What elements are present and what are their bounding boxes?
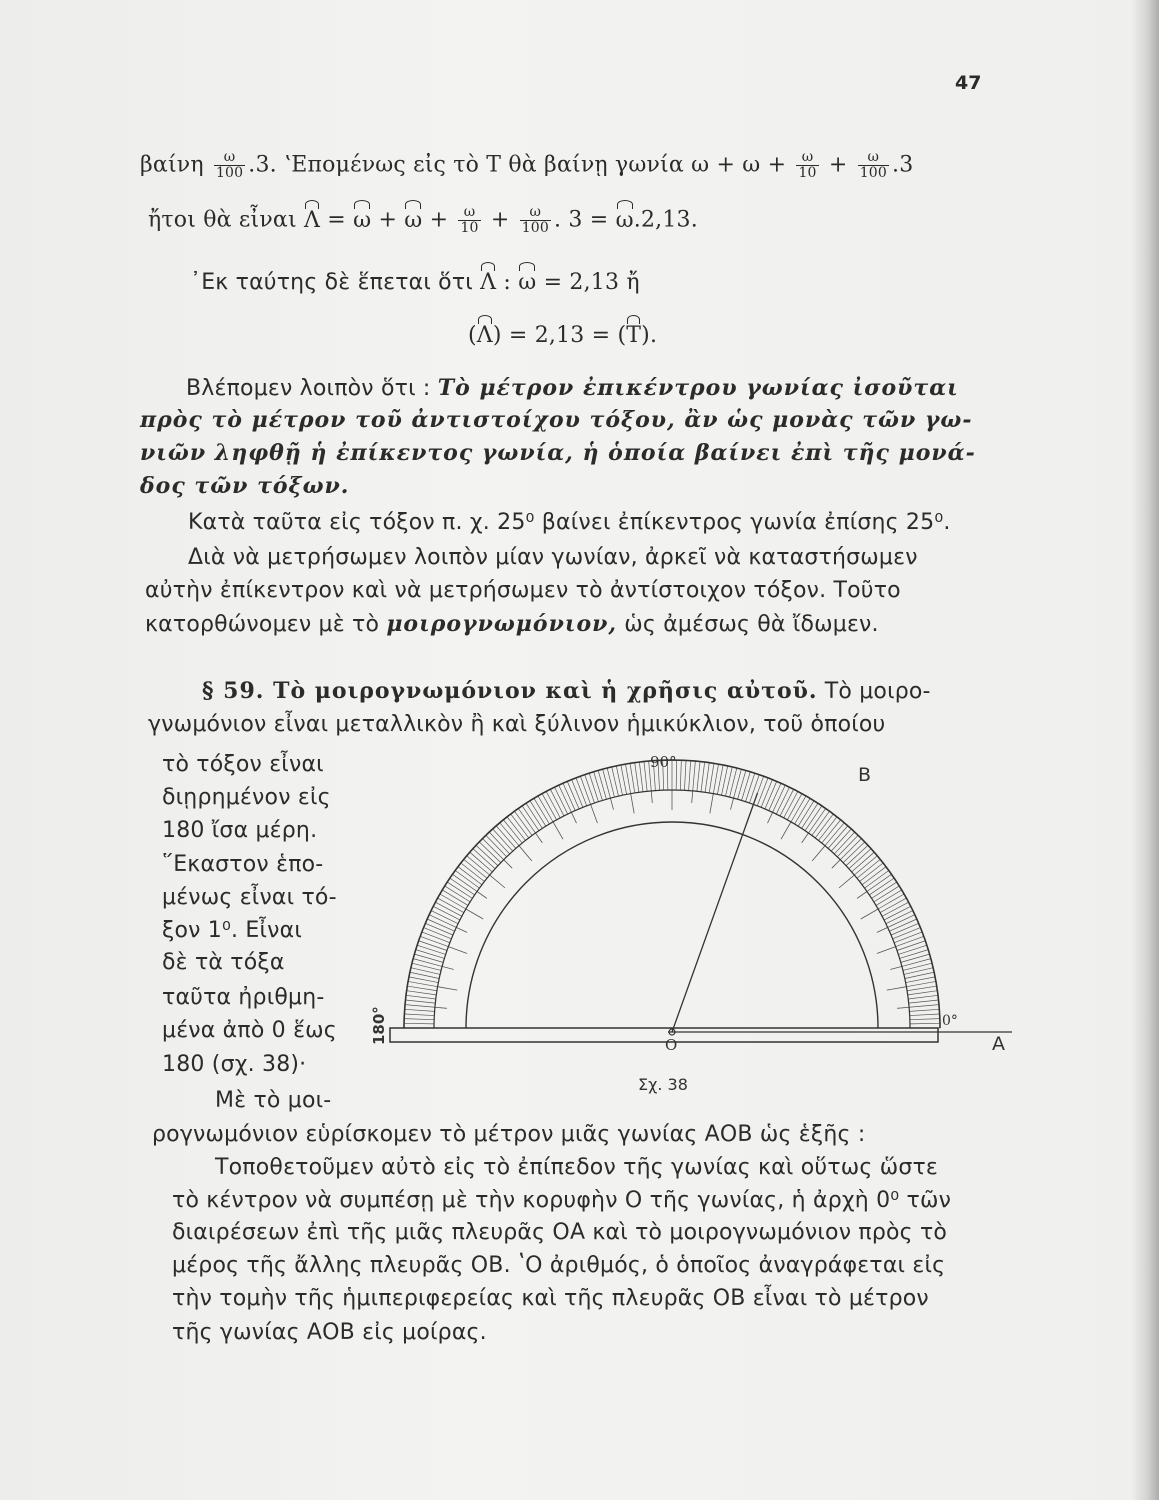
section-59-heading: § 59. Τὸ μοιρογνωμόνιον καὶ ἡ χρῆσις αὐτοῦ. Τὸ μοιρο-	[202, 678, 931, 704]
rim-hatch-line	[862, 867, 886, 885]
rim-hatch-line	[843, 842, 865, 863]
degree-tick	[781, 822, 791, 839]
rim-hatch-line	[828, 826, 848, 849]
rim-hatch-line	[909, 1009, 939, 1011]
degree-tick	[591, 804, 598, 823]
degree-tick	[571, 812, 576, 823]
rim-hatch-line	[404, 1014, 434, 1016]
rim-hatch-line	[906, 981, 936, 986]
degree-tick	[553, 822, 563, 839]
rim-hatch-line	[503, 820, 522, 843]
degree-tick	[651, 791, 652, 803]
rim-hatch-line	[518, 808, 535, 833]
rim-hatch-line	[424, 928, 452, 939]
section-59-line-2: γνωμόνιον εἶναι μεταλλικὸν ἢ καὶ ξύλινον ἡμικύκλιον, τοῦ ὁποίου	[148, 712, 886, 737]
paragraph-2-line-2: Διὰ νὰ μετρήσωμεν λοιπὸν μίαν γωνίαν, ἀρκεῖ νὰ καταστήσωμεν	[188, 545, 918, 570]
rim-hatch-line	[417, 945, 446, 954]
degree-tick	[877, 927, 888, 932]
degree-tick	[610, 798, 613, 810]
rim-hatch-line	[467, 856, 490, 875]
paragraph-2-line-3: αὐτὴν ἐπίκεντρον καὶ νὰ μετρήσωμεν τὸ ἀντίστοιχον τόξον. Τοῦτο	[145, 578, 901, 603]
paragraph-1-line-3: νιῶν ληφθῇ ἡ ἐπίκεντος γωνία, ἡ ὁποία βαίνει ἐπὶ τῆς μονά-	[140, 440, 976, 466]
rim-hatch-line	[479, 842, 501, 863]
paragraph-1-line-2: πρὸς τὸ μέτρον τοῦ ἀντιστοίχου τόξου, ἂν ὡς μονὰς τῶν γω-	[140, 407, 973, 433]
page-number: 47	[955, 72, 982, 94]
scale-arc	[434, 790, 910, 1028]
fraction: $\frac{\omega}{100}$	[521, 204, 550, 236]
degree-tick	[692, 791, 693, 803]
rim-hatch-line	[405, 1009, 435, 1011]
rim-hatch-line	[907, 986, 937, 991]
rim-hatch-line	[908, 991, 938, 995]
degree-tick	[812, 846, 825, 861]
rim-hatch-line	[894, 932, 922, 943]
rim-hatch-line	[585, 775, 595, 803]
paragraph-3-line: διαιρέσεων ἐπὶ τῆς μιᾶς πλευρᾶς ΟΑ καὶ τὸ μοιρογνωμόνιον πρὸς τὸ	[172, 1220, 948, 1245]
rim-hatch-line	[852, 852, 875, 872]
rim-hatch-line	[644, 761, 647, 791]
degree-tick	[477, 891, 487, 898]
rim-hatch-line	[635, 763, 639, 793]
rim-hatch-line	[819, 817, 837, 841]
rim-hatch-line	[693, 761, 696, 791]
fraction: $\frac{\omega}{10}$	[798, 149, 817, 181]
wrapped-text-line: τὸ τόξον εἶναι	[162, 752, 324, 777]
wrapped-text-line: Μὲ τὸ μοι-	[215, 1088, 332, 1113]
rim-hatch-line	[461, 863, 485, 881]
degree-tick	[438, 987, 458, 990]
rim-hatch-line	[815, 814, 833, 838]
rim-hatch-line	[594, 772, 603, 801]
paragraph-1-line-4: δος τῶν τόξων.	[140, 473, 350, 499]
rim-hatch-line	[910, 1023, 940, 1024]
rim-hatch-line	[680, 760, 681, 790]
rim-hatch-line	[496, 826, 516, 849]
degree-tick	[456, 927, 467, 932]
rim-hatch-line	[419, 941, 447, 951]
rim-hatch-line	[849, 849, 871, 869]
rim-hatch-line	[407, 991, 437, 995]
rim-hatch-line	[598, 770, 606, 799]
rim-hatch-line	[761, 780, 772, 808]
rim-hatch-line	[746, 773, 755, 802]
rim-hatch-line	[511, 814, 529, 838]
rim-hatch-line	[900, 950, 929, 959]
inner-arc	[466, 822, 878, 1028]
fraction: $\frac{\omega}{10}$	[460, 204, 479, 236]
rim-hatch-line	[412, 963, 441, 970]
hat-symbol: Λ	[303, 207, 321, 233]
rim-hatch-line	[825, 823, 844, 846]
rim-hatch-line	[405, 1000, 435, 1003]
rim-hatch-line	[742, 772, 751, 801]
rim-hatch-line	[837, 835, 858, 857]
paragraph-3-line: τῆς γωνίας ΑΟΒ εἰς μοίρας.	[172, 1320, 487, 1345]
rim-hatch-line	[697, 761, 700, 791]
hat-symbol: ω	[404, 207, 423, 233]
equation-line-3: ᾿Εκ ταύτης δὲ ἕπεται ὅτι Λ : ω = 2,13 ἤ	[190, 270, 640, 295]
rim-hatch-line	[476, 845, 498, 865]
paragraph-1-line-1: Βλέπομεν λοιπὸν ὅτι : Τὸ μέτρον ἐπικέντρου γωνίας ἰσοῦται	[186, 375, 959, 401]
rim-hatch-line	[701, 762, 705, 792]
label-a: A	[992, 1033, 1005, 1055]
label-b: B	[858, 764, 872, 786]
degree-tick	[861, 909, 878, 919]
hat-symbol: ω	[615, 207, 634, 233]
rim-hatch-line	[455, 870, 479, 888]
protractor-figure	[370, 745, 1020, 1105]
fraction: $\frac{\omega}{100}$	[215, 149, 244, 181]
rim-hatch-line	[580, 776, 590, 804]
rim-hatch-line	[867, 874, 892, 891]
degree-tick	[519, 846, 532, 861]
paragraph-3-line: τὸ κέντρον νὰ συμπέσῃ μὲ τὴν κορυφὴν Ο τῆς γωνίας, ἡ ἀρχὴ 0⁰ τῶν	[172, 1188, 952, 1213]
wrapped-text-line: 180 ἴσα μέρη.	[162, 818, 318, 843]
rim-hatch-line	[458, 867, 482, 885]
rim-hatch-line	[493, 829, 513, 851]
rim-hatch-line	[639, 762, 643, 792]
rim-hatch-line	[470, 852, 493, 872]
degree-tick	[730, 798, 733, 810]
rim-hatch-line	[896, 936, 924, 946]
paragraph-2-line-4: κατορθώνομεν μὲ τὸ μοιρογνωμόνιον, ὡς ἀμέσως θὰ ἴδωμεν.	[145, 611, 879, 637]
degree-tick	[710, 794, 713, 814]
rim-hatch-line	[909, 1000, 939, 1003]
rim-hatch-line	[840, 838, 861, 859]
degree-tick	[890, 966, 902, 969]
wrapped-text-line: ξον 1⁰. Εἶναι	[162, 918, 302, 943]
rim-hatch-line	[846, 845, 868, 865]
rim-hatch-line	[857, 859, 880, 878]
wrapped-text-line: μένα ἀπὸ 0 ἕως	[162, 1018, 337, 1043]
protractor-base	[390, 1028, 938, 1042]
wrapped-text-line: ῞Εκαστον ἑπο-	[162, 852, 324, 877]
paragraph-3-line: τὴν τομὴν τῆς ἡμιπεριφερείας καὶ τῆς πλευρᾶς ΟΒ εἶναι τὸ μέτρον	[172, 1286, 929, 1311]
rim-hatch-line	[473, 849, 495, 869]
degree-tick	[887, 987, 907, 990]
rim-hatch-line	[414, 954, 443, 962]
rim-hatch-line	[486, 835, 507, 857]
rim-hatch-line	[625, 764, 630, 794]
rim-hatch-line	[567, 781, 579, 809]
degree-tick	[857, 891, 867, 898]
rim-hatch-line	[822, 820, 841, 843]
wrapped-text-line: 180 (σχ. 38)·	[162, 1052, 307, 1077]
rim-hatch-line	[572, 780, 583, 808]
wrapped-text-line: ταῦτα ἠριθμη-	[162, 985, 325, 1010]
rim-hatch-line	[408, 981, 438, 986]
rim-hatch-line	[903, 963, 932, 970]
rim-hatch-line	[860, 863, 884, 881]
wrapped-text-line: δὲ τὰ τόξα	[162, 950, 285, 975]
degree-tick	[448, 947, 467, 954]
degree-tick	[442, 966, 454, 969]
rim-hatch-line	[425, 923, 453, 935]
rim-hatch-line	[910, 1014, 940, 1016]
side-ob	[672, 793, 758, 1032]
rim-hatch-line	[489, 832, 509, 854]
rim-hatch-line	[404, 1019, 434, 1020]
label-180: 180°	[370, 1006, 388, 1045]
degree-tick	[435, 1007, 447, 1008]
rim-hatch-line	[413, 959, 442, 967]
rim-hatch-line	[902, 959, 931, 967]
label-0-right: 0°	[942, 1013, 958, 1029]
figure-caption: Σχ. 38	[638, 1075, 688, 1094]
rim-hatch-line	[730, 768, 737, 797]
rim-hatch-line	[689, 761, 691, 791]
rim-hatch-line	[705, 763, 709, 793]
rim-hatch-line	[709, 763, 714, 793]
degree-tick	[490, 875, 505, 888]
rim-hatch-line	[865, 870, 889, 888]
page-edge-shadow	[1131, 0, 1159, 1500]
rim-hatch-line	[507, 817, 525, 841]
rim-hatch-line	[563, 783, 575, 810]
degree-tick	[802, 833, 809, 843]
rim-hatch-line	[809, 808, 826, 833]
paragraph-3-line: Τοποθετοῦμεν αὐτὸ εἰς τὸ ἐπίπεδον τῆς γωνίας καὶ οὕτως ὥστε	[215, 1155, 938, 1180]
rim-hatch-line	[405, 1005, 435, 1008]
rim-hatch-line	[831, 829, 851, 851]
degree-tick	[466, 909, 483, 919]
rim-hatch-line	[482, 838, 503, 859]
rim-hatch-line	[893, 928, 921, 939]
rim-hatch-line	[713, 764, 718, 794]
degree-tick	[897, 1007, 909, 1008]
degree-tick	[504, 860, 512, 868]
hat-symbol: Τ	[626, 323, 642, 348]
rim-hatch-line	[891, 923, 919, 935]
protractor-diagram	[370, 745, 1020, 1105]
rim-hatch-line	[607, 768, 614, 797]
rim-hatch-line	[684, 760, 686, 790]
rim-hatch-line	[910, 1019, 940, 1020]
rim-hatch-line	[452, 874, 477, 891]
rim-hatch-line	[406, 995, 436, 999]
rim-hatch-line	[908, 995, 938, 999]
rim-hatch-line	[889, 919, 916, 931]
rim-hatch-line	[834, 832, 854, 854]
rim-hatch-line	[422, 932, 450, 943]
label-o: O	[665, 1036, 678, 1054]
wrapped-text-line: μένως εἶναι τό-	[162, 885, 337, 910]
equation-line-1: βαίνη $\frac{\omega}{100}$ .3. ʽΕπομένως εἰς τὸ Τ θὰ βαίνῃ γωνία ω + ω + $\frac{\omega}{10}$ + $\frac{\omega}{100}$ .3	[140, 149, 914, 181]
rim-hatch-line	[738, 770, 746, 799]
paragraph-2-line-1: Κατὰ ταῦτα εἰς τόξον π. χ. 25⁰ βαίνει ἐπίκεντρος γωνία ἐπίσης 25⁰.	[188, 510, 951, 535]
label-90: 90°	[650, 753, 677, 771]
rim-hatch-line	[427, 919, 454, 931]
degree-ticks	[434, 790, 910, 1028]
rim-hatch-line	[416, 950, 445, 959]
rim-hatch-line	[749, 775, 759, 803]
rim-hatch-line	[898, 945, 927, 954]
rim-hatch-line	[901, 954, 930, 962]
rim-hatch-line	[514, 811, 532, 835]
degree-tick	[535, 833, 542, 843]
degree-tick	[832, 860, 840, 868]
rim-hatch-line	[420, 936, 448, 946]
rim-hatch-line	[854, 856, 877, 875]
section-59-line-after: ρογνωμόνιον εὑρίσκομεν τὸ μέτρον μιᾶς γωνίας ΑΟΒ ὡς ἑξῆς :	[152, 1122, 866, 1147]
rim-hatch-line	[630, 763, 635, 793]
hat-symbol: ω	[353, 207, 372, 233]
rim-hatch-line	[576, 778, 587, 806]
degree-tick	[877, 947, 896, 954]
equation-line-4: (Λ) = 2,13 = (Τ).	[468, 323, 658, 348]
rim-hatch-line	[757, 778, 768, 806]
rim-hatch-line	[407, 986, 437, 991]
degree-tick	[768, 812, 773, 823]
rim-hatch-line	[404, 1023, 434, 1024]
fraction: $\frac{\omega}{100}$	[859, 149, 888, 181]
rim-hatch-line	[500, 823, 519, 846]
hat-symbol: Λ	[476, 323, 493, 348]
rim-hatch-line	[734, 769, 742, 798]
rim-hatch-line	[909, 1005, 939, 1008]
hat-symbol: ω	[518, 270, 537, 295]
paragraph-3-line: μέρος τῆς ἄλλης πλευρᾶς ΟΒ. ʽΟ ἀριθμός, ὁ ὁποῖος ἀναγράφεται εἰς	[172, 1253, 946, 1278]
rim-hatch-line	[765, 781, 777, 809]
degree-tick	[839, 875, 854, 888]
rim-hatch-line	[897, 941, 925, 951]
rim-hatch-line	[812, 811, 830, 835]
rim-hatch-line	[464, 859, 487, 878]
rim-hatch-line	[769, 783, 781, 810]
equation-line-2: ἤτοι θὰ εἶναι Λ = ω + ω + $\frac{\omega}{10}$ + $\frac{\omega}{100}$ . 3 = ω.2,13.	[148, 204, 698, 236]
wrapped-text-line: διῃρημένον εἰς	[162, 785, 331, 810]
rim-hatch-line	[603, 769, 611, 798]
hat-symbol: Λ	[480, 270, 497, 295]
degree-tick	[631, 794, 634, 814]
rim-hatch-line	[589, 773, 598, 802]
